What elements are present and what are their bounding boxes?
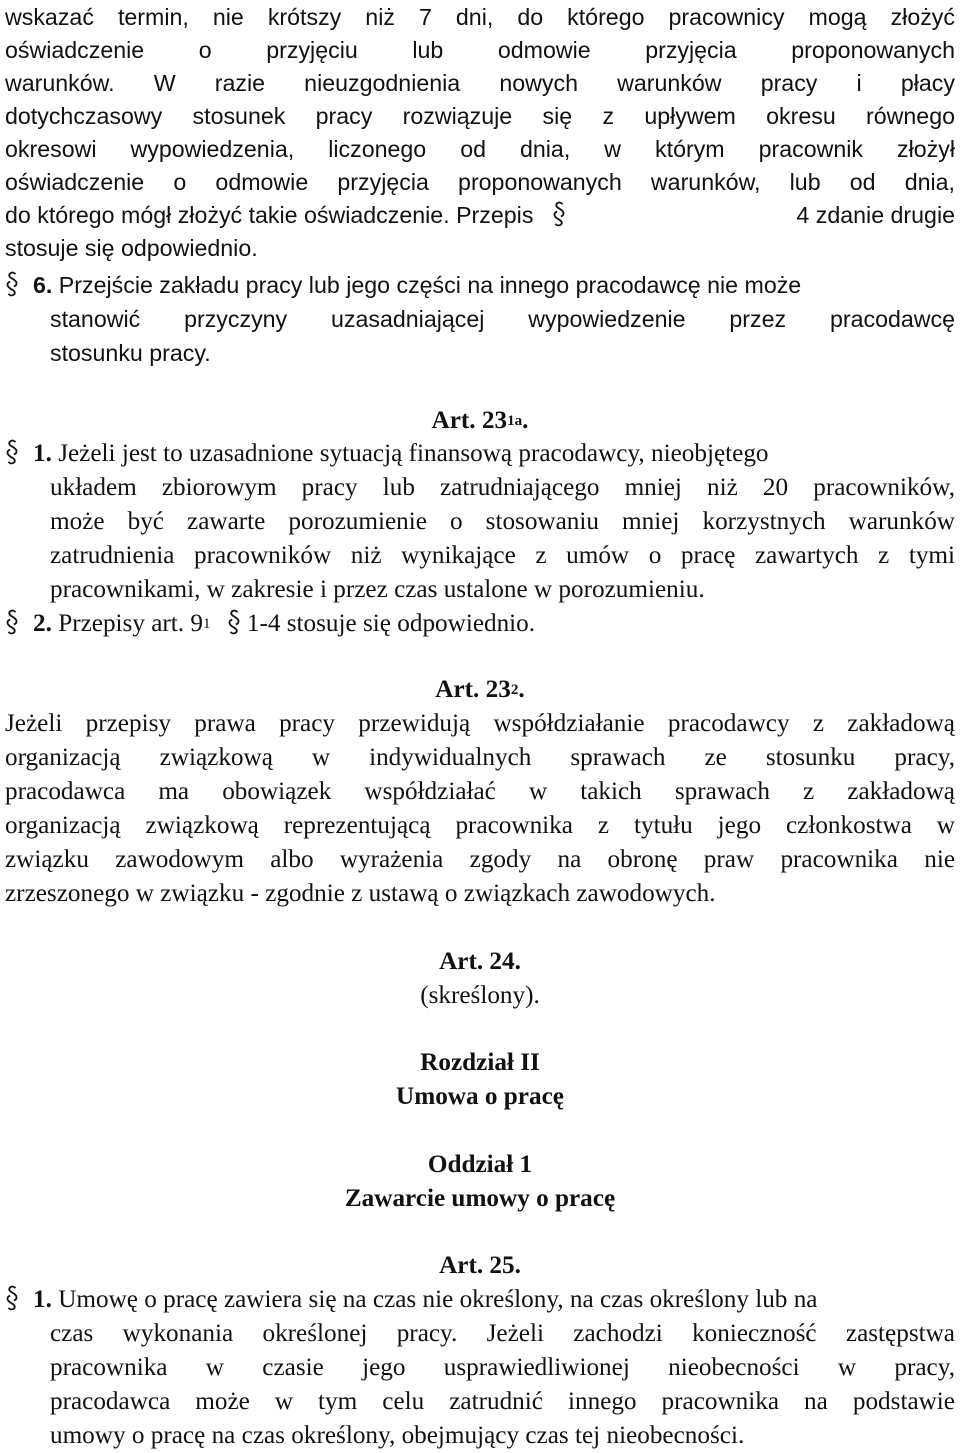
text-line: warunków. W razie nieuzgodnienia nowych warunków pracy i płacy bbox=[5, 70, 955, 96]
text-fragment: Jeżeli jest to uzasadnione sytuacją finansową pracodawcy, nieobjętego bbox=[58, 440, 769, 467]
text-line: zrzeszonego w związku - zgodnie z ustawą o związkach zawodowych. bbox=[5, 880, 716, 907]
chapter-title: Umowa o pracę bbox=[396, 1083, 564, 1110]
text-fragment: Umowę o pracę zawiera się na czas nie określony, na czas określony lub na bbox=[58, 1286, 818, 1313]
text-line: stanowić przyczyny uzasadniającej wypowiedzenie przez pracodawcę bbox=[50, 306, 955, 332]
section-mark-icon bbox=[5, 1284, 19, 1312]
paragraph-2 bbox=[5, 607, 535, 641]
text-line: może być zawarte porozumienie o stosowaniu mniej korzystnych warunków bbox=[50, 508, 955, 535]
superscript: 1 bbox=[202, 615, 211, 632]
text-fragment: do którego mógł złożyć takie oświadczenie. Przepis bbox=[5, 202, 534, 228]
text-line: pracownikami, w zakresie i przez czas ustalone w porozumieniu. bbox=[50, 576, 705, 603]
text-line: związku zawodowym albo wyrażenia zgody na obronę praw pracownika nie bbox=[5, 846, 955, 873]
paragraph-number: 2. bbox=[33, 610, 52, 637]
text-line: organizacją związkową w indywidualnych sprawach ze stosunku pracy, bbox=[5, 744, 955, 771]
paragraph-number: 1. bbox=[33, 440, 52, 467]
paragraph-number: 6. bbox=[33, 272, 53, 298]
article-heading: Art. $23^2$. bbox=[435, 676, 525, 703]
text-line: Jeżeli przepisy prawa pracy przewidują współdziałanie pracodawcy z zakładową bbox=[5, 710, 955, 737]
article-heading: Art. 25. bbox=[439, 1252, 521, 1279]
text-fragment: Przejście zakładu pracy lub jego części na innego pracodawcę nie może bbox=[58, 272, 802, 298]
section-title: Zawarcie umowy o pracę bbox=[344, 1185, 616, 1212]
paragraph-number: 1. bbox=[33, 1286, 52, 1313]
section-mark-icon bbox=[5, 438, 19, 466]
section-heading: Oddział 1 bbox=[427, 1151, 533, 1178]
text-line: okresowi wypowiedzenia, liczonego od dnia, w którym pracownik złożył bbox=[5, 136, 955, 162]
text-line: zatrudnienia pracowników niż wynikające z umów o pracę zawartych z tymi bbox=[50, 542, 955, 569]
article-heading: Art. 24. bbox=[439, 948, 521, 975]
paragraph-1 bbox=[5, 437, 955, 471]
text-line bbox=[5, 198, 955, 232]
chapter-heading: Rozdział II bbox=[420, 1049, 540, 1076]
text-line: stosunku pracy. bbox=[50, 340, 211, 366]
text-line: oświadczenie o odmowie przyjęcia proponowanych warunków, lub od dnia, bbox=[5, 169, 955, 195]
text-line: pracodawca ma obowiązek współdziałać w takich sprawach z zakładową bbox=[5, 778, 955, 805]
text-line: pracownika w czasie jego usprawiedliwionej nieobecności w pracy, bbox=[50, 1354, 955, 1381]
text-line: wskazać termin, nie krótszy niż 7 dni, do którego pracownicy mogą złożyć bbox=[5, 4, 955, 30]
paragraph-6 bbox=[5, 268, 955, 302]
section-mark-icon bbox=[227, 608, 241, 636]
text-line: umowy o pracę na czas określony, obejmujący czas tej nieobecności. bbox=[50, 1422, 745, 1449]
text-line: pracodawca może w tym celu zatrudnić innego pracownika na podstawie bbox=[50, 1388, 955, 1415]
text-line: czas wykonania określonej pracy. Jeżeli zachodzi konieczność zastępstwa bbox=[50, 1320, 955, 1347]
text-fragment: 4 zdanie drugie bbox=[796, 202, 955, 228]
section-mark-icon bbox=[5, 270, 19, 298]
text-line: oświadczenie o przyjęciu lub odmowie przyjęcia proponowanych bbox=[5, 37, 955, 63]
section-mark-icon bbox=[552, 200, 566, 228]
text-fragment: 1-4 stosuje się odpowiednio. bbox=[246, 610, 536, 637]
text-fragment: Przepisy art. 9 bbox=[58, 610, 203, 637]
section-mark-icon bbox=[5, 608, 19, 636]
text-line: stosuje się odpowiednio. bbox=[5, 235, 258, 261]
article-heading: Art. $23^{1a}$. bbox=[431, 407, 529, 434]
paragraph-1 bbox=[5, 1283, 955, 1317]
text-line: układem zbiorowym pracy lub zatrudniającego mniej niż 20 pracowników, bbox=[50, 474, 955, 501]
text-line: organizacją związkową reprezentującą pracownika z tytułu jego członkostwa w bbox=[5, 812, 955, 839]
text-line: dotychczasowy stosunek pracy rozwiązuje się z upływem okresu równego bbox=[5, 103, 955, 129]
article-note: (skreślony). bbox=[420, 982, 540, 1009]
